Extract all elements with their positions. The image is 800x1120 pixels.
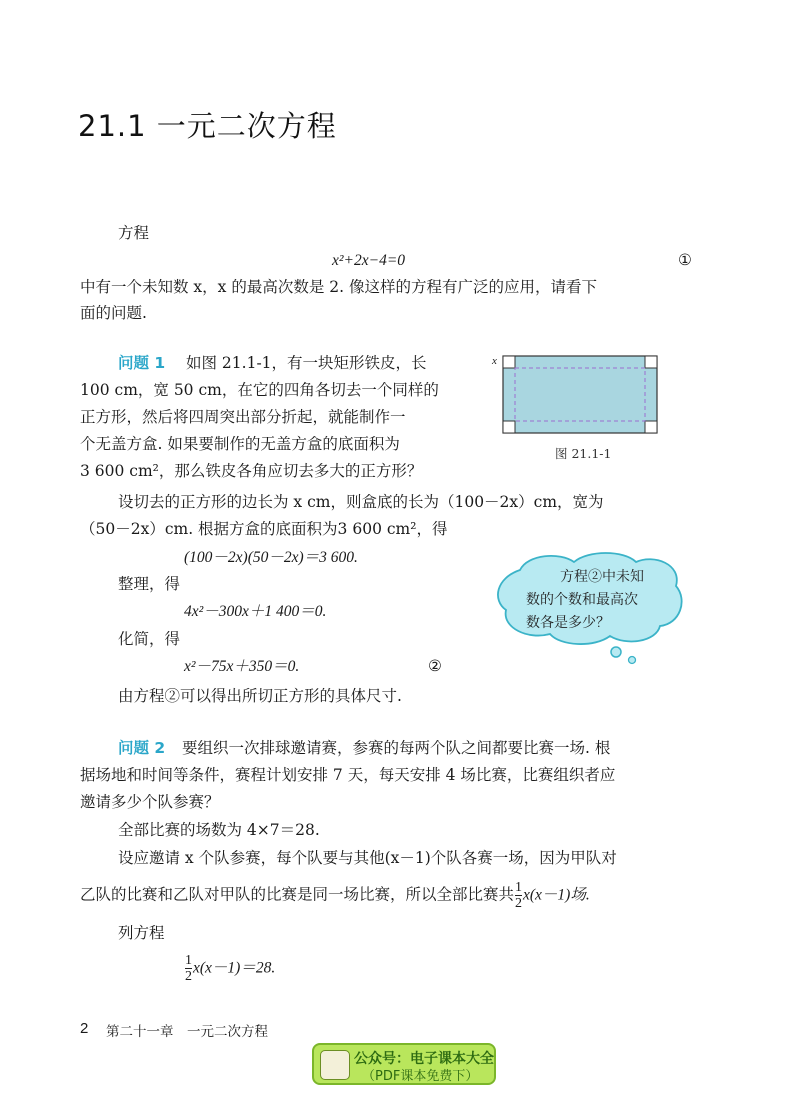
intro-line-3: 面的问题. [80, 304, 147, 322]
problem-2-line-3: 邀请多少个队参赛？ [80, 793, 220, 811]
setup-line-2 [80, 880, 590, 911]
intro-line-2: 中有一个未知数 x，x 的最高次数是 2. 像这样的方程有广泛的应用，请看下 [80, 278, 597, 296]
equation-1: x²+2x−4=0 [332, 252, 406, 269]
book-logo-icon [320, 1050, 350, 1080]
step-1: 整理，得 [118, 575, 181, 593]
intro-line-1: 方程 [118, 224, 150, 242]
step-2: 化简，得 [118, 630, 181, 648]
section-title: 21.1 一元二次方程 [78, 109, 337, 143]
cloud-line: 数的个数和最高次 [526, 592, 638, 608]
fraction-denominator: 2 [185, 969, 192, 984]
equation-1-tag: ① [678, 252, 692, 269]
setup-line-2-expr: x(x－1)场. [523, 886, 590, 904]
final-equation [184, 953, 275, 984]
corner-square [503, 356, 515, 368]
problem-2-line-2: 据场地和时间等条件，赛程计划安排 7 天，每天安排 4 场比赛，比赛组织者应 [80, 766, 616, 784]
total-matches: 全部比赛的场数为 4×7＝28. [118, 821, 320, 839]
figure-caption: 图 21.1-1 [555, 446, 612, 461]
fraction-denominator: 2 [515, 896, 523, 911]
problem-1-line: 正方形，然后将四周突出部分折起，就能制作一 [80, 408, 406, 426]
problem-1-line: 3 600 cm²，那么铁皮各角应切去多大的正方形？ [80, 462, 423, 480]
watermark-line-1: 公众号：电子课本大全 [354, 1051, 494, 1067]
sheet-diagram [490, 348, 670, 438]
watermark-line-2: （PDF课本免费下） [362, 1069, 479, 1084]
corner-square [645, 356, 657, 368]
list-equation-label: 列方程 [118, 924, 165, 942]
equation-c: x²－75x＋350＝0. [184, 658, 300, 675]
cloud-line: 方程②中未知 [560, 569, 644, 585]
problem-1-line: 如图 21.1-1，有一块矩形铁皮，长 [186, 354, 427, 372]
equation-c-tag: ② [428, 658, 442, 675]
fraction-numerator: 1 [185, 953, 192, 968]
problem-1-line: 个无盖方盒. 如果要制作的无盖方盒的底面积为 [80, 435, 400, 453]
problem-2-label: 问题 2 [118, 739, 166, 757]
cloud-line: 数各是多少？ [526, 615, 610, 631]
final-equation-expr: x(x－1)＝28. [193, 959, 276, 977]
fraction-numerator: 1 [515, 880, 523, 895]
page-number: 2 [80, 1020, 89, 1037]
corner-square [503, 421, 515, 433]
fraction-half [185, 953, 192, 984]
solution-line-1: 设切去的正方形的边长为 x cm，则盒底的长为（100－2x）cm，宽为 [118, 493, 604, 511]
problem-1-line: 100 cm，宽 50 cm，在它的四角各切去一个同样的 [80, 381, 439, 399]
solution-line-2: （50－2x）cm. 根据方盒的底面积为3 600 cm²，得 [80, 520, 448, 538]
setup-line-2-text: 乙队的比赛和乙队对甲队的比赛是同一场比赛，所以全部比赛共 [80, 885, 515, 904]
conclusion: 由方程②可以得出所切正方形的具体尺寸. [118, 687, 402, 705]
chapter-footer: 第二十一章 一元二次方程 [106, 1024, 268, 1040]
watermark-badge [312, 1043, 496, 1085]
problem-2-line-1: 要组织一次排球邀请赛，参赛的每两个队之间都要比赛一场. 根 [182, 739, 611, 757]
equation-b: 4x²－300x＋1 400＝0. [184, 603, 327, 620]
problem-1-label: 问题 1 [118, 354, 166, 372]
side-label: x [492, 355, 497, 367]
setup-line-1: 设应邀请 x 个队参赛，每个队要与其他(x－1)个队各赛一场，因为甲队对 [118, 849, 617, 867]
fraction-half [515, 880, 522, 911]
corner-square [645, 421, 657, 433]
equation-a: (100－2x)(50－2x)＝3 600. [184, 549, 358, 566]
